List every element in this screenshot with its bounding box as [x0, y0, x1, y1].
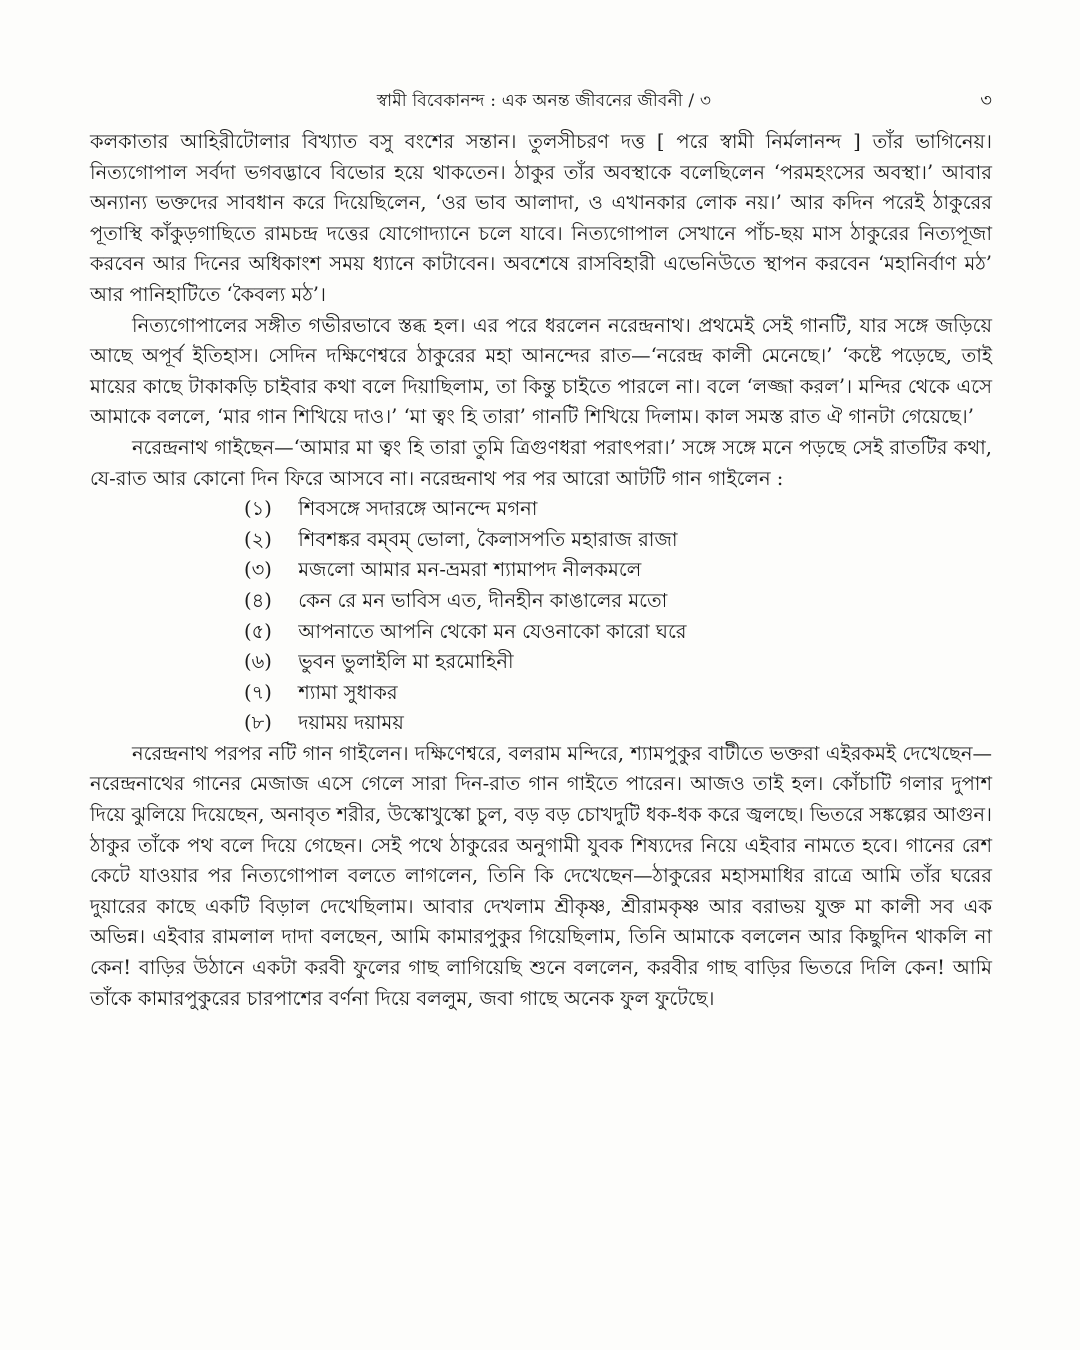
song-number: (৮) [244, 711, 272, 735]
paragraph: নরেন্দ্রনাথ গাইছেন—‘আমার মা ত্বং হি তারা তুমি ত্রিগুণধরা পরাৎপরা।’ সঙ্গে সঙ্গে মনে পড়ছে সেই রাতটির কথা, যে-রাত আর কোনো দিন ফিরে আসবে না। নরেন্দ্রনাথ পর পর আরো আটটি গান গাইলেন : [90, 435, 992, 490]
song-item [244, 586, 992, 617]
running-head: স্বামী বিবেকানন্দ : এক অনন্ত জীবনের জীবনী / ৩ [376, 91, 712, 111]
song-title: আপনাতে আপনি থেকো মন যেওনাকো কারো ঘরে [298, 619, 687, 643]
song-item [244, 678, 992, 709]
body-text [90, 127, 992, 1014]
song-number: (৪) [244, 588, 272, 612]
page-header [88, 86, 1000, 116]
song-title: শিবশঙ্কর বম্‌বম্‌ ভোলা, কৈলাসপতি মহারাজ রাজা [298, 527, 678, 551]
song-title: কেন রে মন ভাবিস এত, দীনহীন কাঙালের মতো [298, 588, 668, 612]
song-item [244, 708, 992, 739]
song-title: দয়াময় দয়াময় [298, 711, 404, 735]
song-item [244, 647, 992, 678]
paragraph: নিত্যগোপালের সঙ্গীত গভীরভাবে স্তব্ধ হল। এর পরে ধরলেন নরেন্দ্রনাথ। প্রথমেই সেই গানটি, যার সঙ্গে জড়িয়ে আছে অপূর্ব ইতিহাস। সেদিন দক্ষিণেশ্বরে ঠাকুরের মহা আনন্দের রাত—‘নরেন্দ্র কালী মেনেছে।’ ‘কষ্টে পড়েছে, তাই মায়ের কাছে টাকাকড়ি চাইবার কথা বলে দিয়াছিলাম, তা কিন্তু চাইতে পারলে না। বলে ‘লজ্জা করল’। মন্দির থেকে এসে আমাকে বললে, ‘মার গান শিখিয়ে দাও।’ ‘মা ত্বং হি তারা’ গানটি শিখিয়ে দিলাম। কাল সমস্ত রাত ঐ গানটা গেয়েছে।’ [90, 313, 992, 429]
song-title: শিবসঙ্গে সদারঙ্গে আনন্দে মগনা [298, 497, 538, 521]
page-number: ৩ [980, 90, 992, 111]
song-item [244, 617, 992, 648]
song-number: (২) [244, 527, 272, 551]
song-item [244, 525, 992, 556]
song-list [90, 494, 992, 739]
paragraph: নরেন্দ্রনাথ পরপর নটি গান গাইলেন। দক্ষিণেশ্বরে, বলরাম মন্দিরে, শ্যামপুকুর বাটীতে ভক্তরা এইরকমই দেখেছেন—নরেন্দ্রনাথের গানের মেজাজ এসে গেলে সারা দিন-রাত গান গাইতে পারেন। আজও তাই হল। কোঁচাটি গলার দুপাশ দিয়ে ঝুলিয়ে দিয়েছেন, অনাবৃত শরীর, উস্কোখুস্কো চুল, বড় বড় চোখদুটি ধক-ধক করে জ্বলছে। ভিতরে সঙ্কল্পের আগুন। ঠাকুর তাঁকে পথ বলে দিয়ে গেছেন। সেই পথে ঠাকুরের অনুগামী যুবক শিষ্যদের নিয়ে এইবার নামতে হবে। গানের রেশ কেটে যাওয়ার পর নিত্যগোপাল বলতে লাগলেন, তিনি কি দেখেছেন—ঠাকুরের মহাসমাধির রাত্রে আমি তাঁর ঘরের দুয়ারের কাছে একটি বিড়াল দেখেছিলাম। আবার দেখলাম শ্রীকৃষ্ণ, শ্রীরামকৃষ্ণ আর বরাভয় যুক্ত মা কালী সব এক অভিন্ন। এইবার রামলাল দাদা বলছেন, আমি কামারপুকুর গিয়েছিলাম, তিনি আমাকে বললেন আর কিছুদিন থাকলি না কেন! বাড়ির উঠানে একটা করবী ফুলের গাছ লাগিয়েছি শুনে বললেন, করবীর গাছ বাড়ির ভিতরে দিলি কেন! আমি তাঁকে কামারপুকুরের চারপাশের বর্ণনা দিয়ে বললুম, জবা গাছে অনেক ফুল ফুটেছে। [90, 741, 992, 1010]
song-item [244, 494, 992, 525]
paragraph: কলকাতার আহিরীটোলার বিখ্যাত বসু বংশের সন্তান। তুলসীচরণ দত্ত [ পরে স্বামী নির্মলানন্দ ] তাঁর ভাগিনেয়। নিত্যগোপাল সর্বদা ভগবদ্ভাবে বিভোর হয়ে থাকতেন। ঠাকুর তাঁর অবস্থাকে বলেছিলেন ‘পরমহংসের অবস্থা।’ আবার অন্যান্য ভক্তদের সাবধান করে দিয়েছিলেন, ‘ওর ভাব আলাদা, ও এখানকার লোক নয়।’ আর কদিন পরেই ঠাকুরের পূতাস্থি কাঁকুড়গাছিতে রামচন্দ্র দত্তের যোগোদ্যানে চলে যাবে। নিত্যগোপাল সেখানে পাঁচ-ছয় মাস ঠাকুরের নিত্যপূজা করবেন আর দিনের অধিকাংশ সময় ধ্যানে কাটাবেন। অবশেষে রাসবিহারী এভেনিউতে স্থাপন করবেন ‘মহানির্বাণ মঠ’ আর পানিহাটিতে ‘কৈবল্য মঠ’। [90, 130, 992, 306]
song-number: (৭) [244, 680, 272, 704]
song-number: (১) [244, 497, 272, 521]
song-number: (৫) [244, 619, 272, 643]
song-title: ভুবন ভুলাইলি মা হরমোহিনী [298, 650, 514, 674]
song-number: (৩) [244, 558, 272, 582]
song-number: (৬) [244, 650, 272, 674]
song-title: মজলো আমার মন-ভ্রমরা শ্যামাপদ নীলকমলে [298, 558, 642, 582]
song-item [244, 555, 992, 586]
song-title: শ্যামা সুধাকর [298, 680, 398, 704]
